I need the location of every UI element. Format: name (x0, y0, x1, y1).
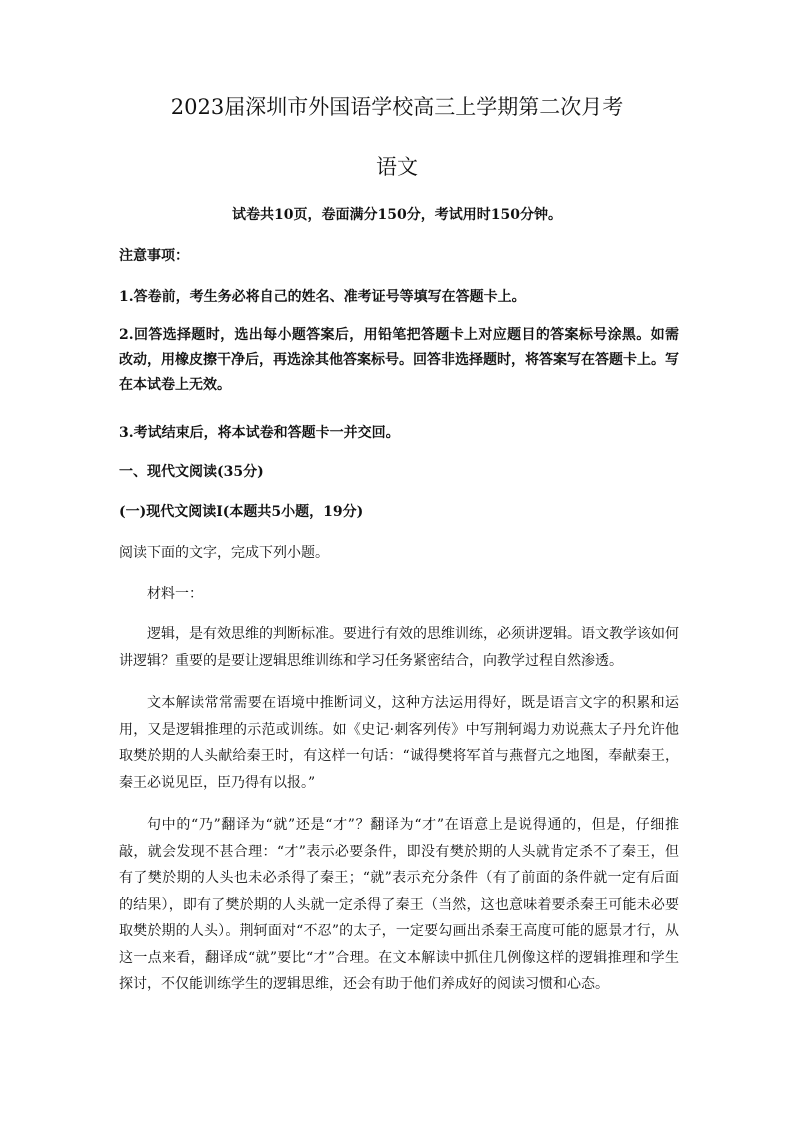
paragraph-3-text: 句中的“乃”翻译为“就”还是“才”？翻译为“才”在语意上是说得通的，但是，仔细推敲，就会发现不甚合理：“才”表示必要条件，即没有樊於期的人头就肯定杀不了秦王，但有了樊於期的人头也未必杀得了秦王；“就”表示充分条件（有了前面的条件就一定有后面的结果），即有了樊於期的人头就一定杀得了秦王（当然，这也意味着要杀秦王可能未必要取樊於期的人头）。荆轲面对“不忍”的太子，一定要勾画出杀秦王高度可能的愿景才行，从这一点来看，翻译成“就”要比“才”合理。在文本解读中抓住几例像这样的逻辑推理和学生探讨，不仅能训练学生的逻辑思维，还会有助于他们养成好的阅读习惯和心态。 (119, 817, 679, 992)
section-title: 一、现代文阅读(35分) (119, 464, 264, 480)
reading-instruction: 阅读下面的文字，完成下列小题。 (119, 545, 329, 561)
paragraph-1-text: 逻辑，是有效思维的判断标准。要进行有效的思维训练，必须讲逻辑。语文教学该如何讲逻辑？重要的是要让逻辑思维训练和学习任务紧密结合，向教学过程自然渗透。 (119, 626, 679, 669)
subject-title: 语文 (376, 155, 418, 179)
notice-heading: 注意事项： (119, 248, 189, 264)
notice-item-3: 3.考试结束后，将本试卷和答题卡一并交回。 (119, 425, 400, 441)
exam-title: 2023届深圳市外国语学校高三上学期第二次月考 (170, 95, 624, 119)
notice-item-1: 1.答卷前，考生务必将自己的姓名、准考证号等填写在答题卡上。 (119, 289, 526, 305)
paragraph-2 (119, 690, 679, 796)
notice-item-2 (119, 323, 679, 398)
exam-info: 试卷共10页，卷面满分150分，考试用时150分钟。 (232, 207, 562, 223)
material-label: 材料一： (147, 586, 203, 602)
paragraph-3 (119, 812, 679, 998)
paragraph-1 (119, 621, 679, 674)
section-subtitle: (一)现代文阅读Ⅰ(本题共5小题，19分) (119, 504, 364, 520)
notice-item-2-text: 2.回答选择题时，选出每小题答案后，用铅笔把答题卡上对应题目的答案标号涂黑。如需改动，用橡皮擦干净后，再选涂其他答案标号。回答非选择题时，将答案写在答题卡上。写在本试卷上无效。 (119, 327, 679, 393)
paragraph-2-text: 文本解读常常需要在语境中推断词义，这种方法运用得好，既是语言文字的积累和运用，又是逻辑推理的示范或训练。如《史记·刺客列传》中写荆轲竭力劝说燕太子丹允许他取樊於期的人头献给秦王时，有这样一句话：“诚得樊将军首与燕督亢之地图，奉献秦王，秦王必说见臣，臣乃得有以报。” (119, 695, 679, 791)
